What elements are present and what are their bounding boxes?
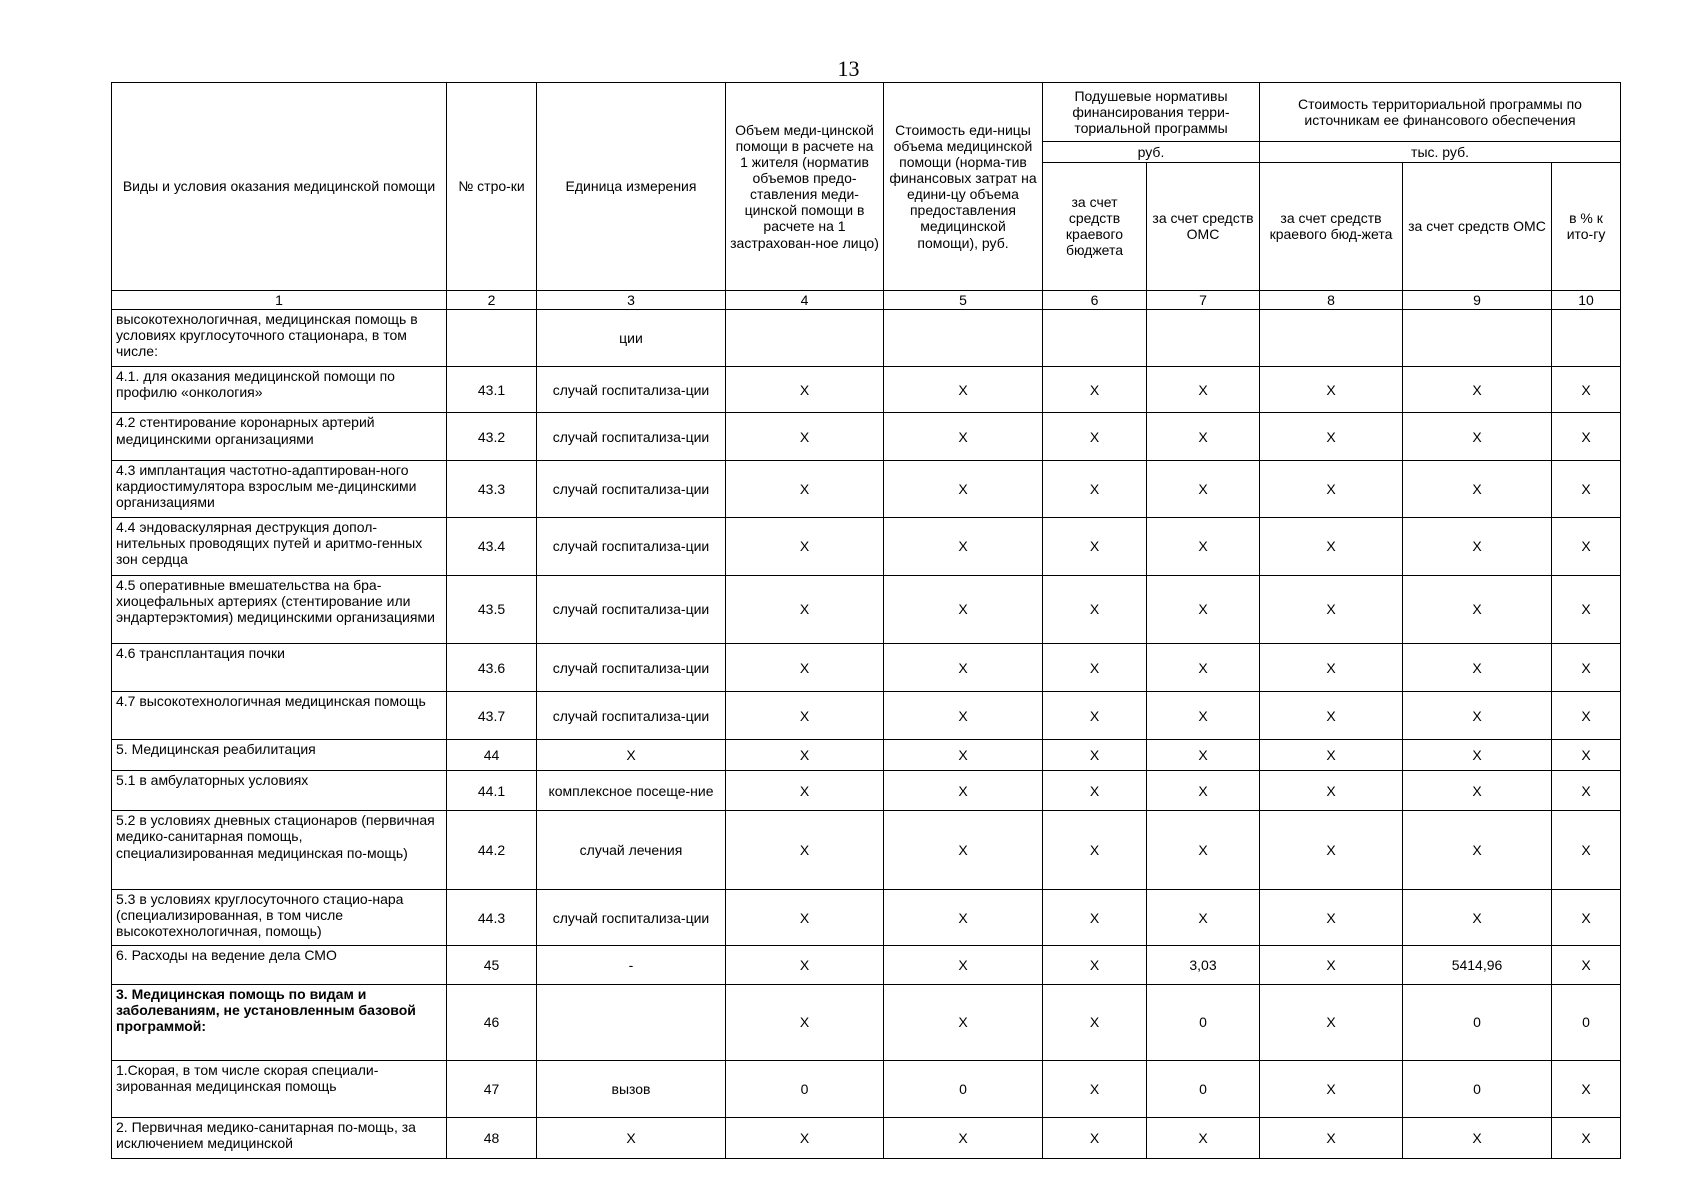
percent-cell: X <box>1552 692 1621 739</box>
unit-of-measure: случай лечения <box>537 811 726 890</box>
unit-of-measure: комплексное посеще-ние <box>537 771 726 811</box>
header-per-capita-norms: Подушевые нормативы финансирования терри-ториальной программы <box>1043 83 1260 142</box>
volume-cell: X <box>726 367 884 413</box>
volume-cell: X <box>726 889 884 945</box>
care-type-cell: 5.3 в условиях круглосуточного стацио-нара (специализированная, в том числе высокотехнологичная, помощь) <box>112 889 447 945</box>
unit-of-measure: случай госпитализа-ции <box>537 889 726 945</box>
percent-cell: X <box>1552 460 1621 517</box>
unit-cost-cell: X <box>884 518 1043 575</box>
oms-cost-cell: X <box>1403 771 1552 811</box>
regional-cost-cell: X <box>1260 889 1403 945</box>
unit-cost-cell: X <box>884 413 1043 460</box>
regional-cost-cell: X <box>1260 771 1403 811</box>
row-number: 44.2 <box>447 811 537 890</box>
table-row <box>112 739 1621 770</box>
table-row <box>112 518 1621 575</box>
row-number: 43.3 <box>447 460 537 517</box>
table-row <box>112 367 1621 413</box>
oms-cost-cell: X <box>1403 575 1552 644</box>
oms-norm-cell: X <box>1147 771 1260 811</box>
regional-cost-cell: X <box>1260 984 1403 1061</box>
percent-cell: 0 <box>1552 984 1621 1061</box>
oms-norm-cell: X <box>1147 518 1260 575</box>
table-row <box>112 984 1621 1061</box>
unit-cost-cell: 0 <box>884 1061 1043 1117</box>
volume-cell: X <box>726 1117 884 1158</box>
table-row <box>112 413 1621 460</box>
row-number: 43.2 <box>447 413 537 460</box>
regional-cost-cell: X <box>1260 739 1403 770</box>
header-oms-cost: за счет средств ОМС <box>1403 162 1552 290</box>
column-number: 5 <box>884 290 1043 309</box>
row-number: 43.7 <box>447 692 537 739</box>
table-row <box>112 692 1621 739</box>
percent-cell: X <box>1552 889 1621 945</box>
row-number: 44.1 <box>447 771 537 811</box>
care-type-cell: 6. Расходы на ведение дела СМО <box>112 946 447 984</box>
regional-norm-cell <box>1043 309 1147 366</box>
oms-cost-cell: X <box>1403 367 1552 413</box>
volume-cell: X <box>726 739 884 770</box>
column-number: 7 <box>1147 290 1260 309</box>
column-number: 3 <box>537 290 726 309</box>
regional-norm-cell: X <box>1043 771 1147 811</box>
regional-norm-cell: X <box>1043 644 1147 692</box>
oms-cost-cell: X <box>1403 1117 1552 1158</box>
unit-of-measure: X <box>537 739 726 770</box>
regional-cost-cell: X <box>1260 1061 1403 1117</box>
oms-norm-cell: X <box>1147 889 1260 945</box>
regional-cost-cell: X <box>1260 946 1403 984</box>
care-type-cell: 5. Медицинская реабилитация <box>112 739 447 770</box>
oms-norm-cell: X <box>1147 413 1260 460</box>
regional-norm-cell: X <box>1043 518 1147 575</box>
unit-cost-cell: X <box>884 946 1043 984</box>
row-number: 43.1 <box>447 367 537 413</box>
regional-cost-cell: X <box>1260 518 1403 575</box>
table-row <box>112 1061 1621 1117</box>
header-type-of-care: Виды и условия оказания медицинской помощи <box>112 83 447 291</box>
unit-cost-cell: X <box>884 644 1043 692</box>
header-unit-thousand-rub: тыс. руб. <box>1260 142 1621 162</box>
care-type-cell: 4.2 стентирование коронарных артерий медицинскими организациями <box>112 413 447 460</box>
oms-cost-cell: X <box>1403 811 1552 890</box>
unit-cost-cell: X <box>884 889 1043 945</box>
header-oms: за счет средств ОМС <box>1147 162 1260 290</box>
header-program-cost: Стоимость территориальной программы по источникам ее финансового обеспечения <box>1260 83 1621 142</box>
unit-of-measure: вызов <box>537 1061 726 1117</box>
percent-cell: X <box>1552 367 1621 413</box>
regional-norm-cell: X <box>1043 1061 1147 1117</box>
oms-norm-cell: X <box>1147 575 1260 644</box>
header-volume: Объем меди-цинской помощи в расчете на 1 жителя (норматив объемов предо-ставления меди-цинской помощи в расчете на 1 застрахован-ное лицо) <box>726 83 884 291</box>
care-type-cell: 2. Первичная медико-санитарная по-мощь, за исключением медицинской <box>112 1117 447 1158</box>
volume-cell: X <box>726 811 884 890</box>
table-row <box>112 946 1621 984</box>
table-row <box>112 811 1621 890</box>
column-number: 1 <box>112 290 447 309</box>
table-row <box>112 771 1621 811</box>
percent-cell: X <box>1552 575 1621 644</box>
unit-of-measure: случай госпитализа-ции <box>537 518 726 575</box>
row-number: 47 <box>447 1061 537 1117</box>
volume-cell <box>726 309 884 366</box>
care-type-cell: 4.5 оперативные вмешательства на бра-хиоцефальных артериях (стентирование или эндартерэктомия) медицинскими организациями <box>112 575 447 644</box>
percent-cell: X <box>1552 811 1621 890</box>
page-number: 13 <box>837 56 860 81</box>
care-type-cell: высокотехнологичная, медицинская помощь в условиях круглосуточного стационара, в том числе: <box>112 309 447 366</box>
header-unit: Единица измерения <box>537 83 726 291</box>
oms-norm-cell: X <box>1147 1117 1260 1158</box>
regional-norm-cell: X <box>1043 946 1147 984</box>
care-type-cell: 5.1 в амбулаторных условиях <box>112 771 447 811</box>
column-number: 9 <box>1403 290 1552 309</box>
unit-of-measure: случай госпитализа-ции <box>537 460 726 517</box>
unit-cost-cell: X <box>884 811 1043 890</box>
percent-cell: X <box>1552 771 1621 811</box>
volume-cell: X <box>726 946 884 984</box>
unit-cost-cell: X <box>884 460 1043 517</box>
oms-norm-cell: 0 <box>1147 984 1260 1061</box>
regional-norm-cell: X <box>1043 811 1147 890</box>
regional-cost-cell <box>1260 309 1403 366</box>
regional-cost-cell: X <box>1260 575 1403 644</box>
regional-cost-cell: X <box>1260 811 1403 890</box>
column-number: 4 <box>726 290 884 309</box>
unit-cost-cell <box>884 309 1043 366</box>
row-number: 43.6 <box>447 644 537 692</box>
row-number <box>447 309 537 366</box>
column-numbers-row <box>112 290 1621 309</box>
table-row <box>112 309 1621 366</box>
unit-of-measure: случай госпитализа-ции <box>537 367 726 413</box>
care-type-cell: 4.4 эндоваскулярная деструкция допол-нительных проводящих путей и аритмо-генных зон сердца <box>112 518 447 575</box>
percent-cell <box>1552 309 1621 366</box>
oms-norm-cell: 0 <box>1147 1061 1260 1117</box>
table-row <box>112 644 1621 692</box>
column-number: 2 <box>447 290 537 309</box>
table-row <box>112 889 1621 945</box>
percent-cell: X <box>1552 946 1621 984</box>
volume-cell: X <box>726 413 884 460</box>
regional-cost-cell: X <box>1260 367 1403 413</box>
regional-cost-cell: X <box>1260 460 1403 517</box>
oms-norm-cell: X <box>1147 460 1260 517</box>
oms-norm-cell <box>1147 309 1260 366</box>
oms-norm-cell: X <box>1147 644 1260 692</box>
regional-cost-cell: X <box>1260 644 1403 692</box>
oms-cost-cell <box>1403 309 1552 366</box>
oms-cost-cell: 0 <box>1403 1061 1552 1117</box>
unit-of-measure: случай госпитализа-ции <box>537 575 726 644</box>
percent-cell: X <box>1552 413 1621 460</box>
percent-cell: X <box>1552 1061 1621 1117</box>
row-number: 43.5 <box>447 575 537 644</box>
row-number: 46 <box>447 984 537 1061</box>
oms-cost-cell: X <box>1403 889 1552 945</box>
financing-table <box>111 82 1621 1159</box>
percent-cell: X <box>1552 1117 1621 1158</box>
header-unit-cost: Стоимость еди-ницы объема медицинской помощи (норма-тив финансовых затрат на едини-цу объема предоставления медицинской помощи), руб. <box>884 83 1043 291</box>
care-type-cell: 3. Медицинская помощь по видам и заболеваниям, не установленным базовой программой: <box>112 984 447 1061</box>
percent-cell: X <box>1552 644 1621 692</box>
unit-cost-cell: X <box>884 739 1043 770</box>
column-number: 8 <box>1260 290 1403 309</box>
volume-cell: X <box>726 644 884 692</box>
volume-cell: X <box>726 984 884 1061</box>
oms-cost-cell: X <box>1403 413 1552 460</box>
unit-cost-cell: X <box>884 575 1043 644</box>
regional-norm-cell: X <box>1043 1117 1147 1158</box>
header-unit-rub: руб. <box>1043 142 1260 162</box>
care-type-cell: 4.3 имплантация частотно-адаптирован-ного кардиостимулятора взрослым ме-дицинскими организациями <box>112 460 447 517</box>
oms-norm-cell: X <box>1147 367 1260 413</box>
oms-cost-cell: X <box>1403 518 1552 575</box>
table-row <box>112 460 1621 517</box>
oms-cost-cell: X <box>1403 739 1552 770</box>
oms-cost-cell: 5414,96 <box>1403 946 1552 984</box>
regional-norm-cell: X <box>1043 413 1147 460</box>
regional-norm-cell: X <box>1043 739 1147 770</box>
row-number: 44.3 <box>447 889 537 945</box>
oms-norm-cell: 3,03 <box>1147 946 1260 984</box>
oms-cost-cell: X <box>1403 692 1552 739</box>
row-number: 48 <box>447 1117 537 1158</box>
unit-cost-cell: X <box>884 692 1043 739</box>
regional-norm-cell: X <box>1043 889 1147 945</box>
unit-of-measure: случай госпитализа-ции <box>537 644 726 692</box>
oms-norm-cell: X <box>1147 692 1260 739</box>
unit-cost-cell: X <box>884 1117 1043 1158</box>
unit-of-measure: случай госпитализа-ции <box>537 692 726 739</box>
regional-norm-cell: X <box>1043 460 1147 517</box>
care-type-cell: 4.6 трансплантация почки <box>112 644 447 692</box>
volume-cell: X <box>726 518 884 575</box>
header-regional-budget-cost: за счет средств краевого бюд-жета <box>1260 162 1403 290</box>
table-row <box>112 575 1621 644</box>
header-regional-budget: за счет средств краевого бюджета <box>1043 162 1147 290</box>
oms-norm-cell: X <box>1147 811 1260 890</box>
volume-cell: X <box>726 692 884 739</box>
regional-norm-cell: X <box>1043 575 1147 644</box>
unit-of-measure <box>537 984 726 1061</box>
regional-cost-cell: X <box>1260 692 1403 739</box>
unit-cost-cell: X <box>884 367 1043 413</box>
header-percent-total: в % к ито-гу <box>1552 162 1621 290</box>
regional-cost-cell: X <box>1260 1117 1403 1158</box>
unit-of-measure: случай госпитализа-ции <box>537 413 726 460</box>
regional-norm-cell: X <box>1043 984 1147 1061</box>
volume-cell: 0 <box>726 1061 884 1117</box>
oms-cost-cell: X <box>1403 460 1552 517</box>
row-number: 43.4 <box>447 518 537 575</box>
oms-cost-cell: X <box>1403 644 1552 692</box>
unit-cost-cell: X <box>884 984 1043 1061</box>
header-row-number: № стро-ки <box>447 83 537 291</box>
percent-cell: X <box>1552 739 1621 770</box>
volume-cell: X <box>726 771 884 811</box>
oms-norm-cell: X <box>1147 739 1260 770</box>
care-type-cell: 5.2 в условиях дневных стационаров (первичная медико-санитарная помощь, специализированная медицинская по-мощь) <box>112 811 447 890</box>
oms-cost-cell: 0 <box>1403 984 1552 1061</box>
unit-of-measure: - <box>537 946 726 984</box>
care-type-cell: 4.7 высокотехнологичная медицинская помощь <box>112 692 447 739</box>
unit-of-measure: ции <box>537 309 726 366</box>
row-number: 45 <box>447 946 537 984</box>
percent-cell: X <box>1552 518 1621 575</box>
unit-of-measure: X <box>537 1117 726 1158</box>
regional-cost-cell: X <box>1260 413 1403 460</box>
regional-norm-cell: X <box>1043 692 1147 739</box>
column-number: 10 <box>1552 290 1621 309</box>
regional-norm-cell: X <box>1043 367 1147 413</box>
table-row <box>112 1117 1621 1158</box>
unit-cost-cell: X <box>884 771 1043 811</box>
care-type-cell: 1.Скорая, в том числе скорая специали-зированная медицинская помощь <box>112 1061 447 1117</box>
column-number: 6 <box>1043 290 1147 309</box>
volume-cell: X <box>726 460 884 517</box>
volume-cell: X <box>726 575 884 644</box>
care-type-cell: 4.1. для оказания медицинской помощи по профилю «онкология» <box>112 367 447 413</box>
row-number: 44 <box>447 739 537 770</box>
